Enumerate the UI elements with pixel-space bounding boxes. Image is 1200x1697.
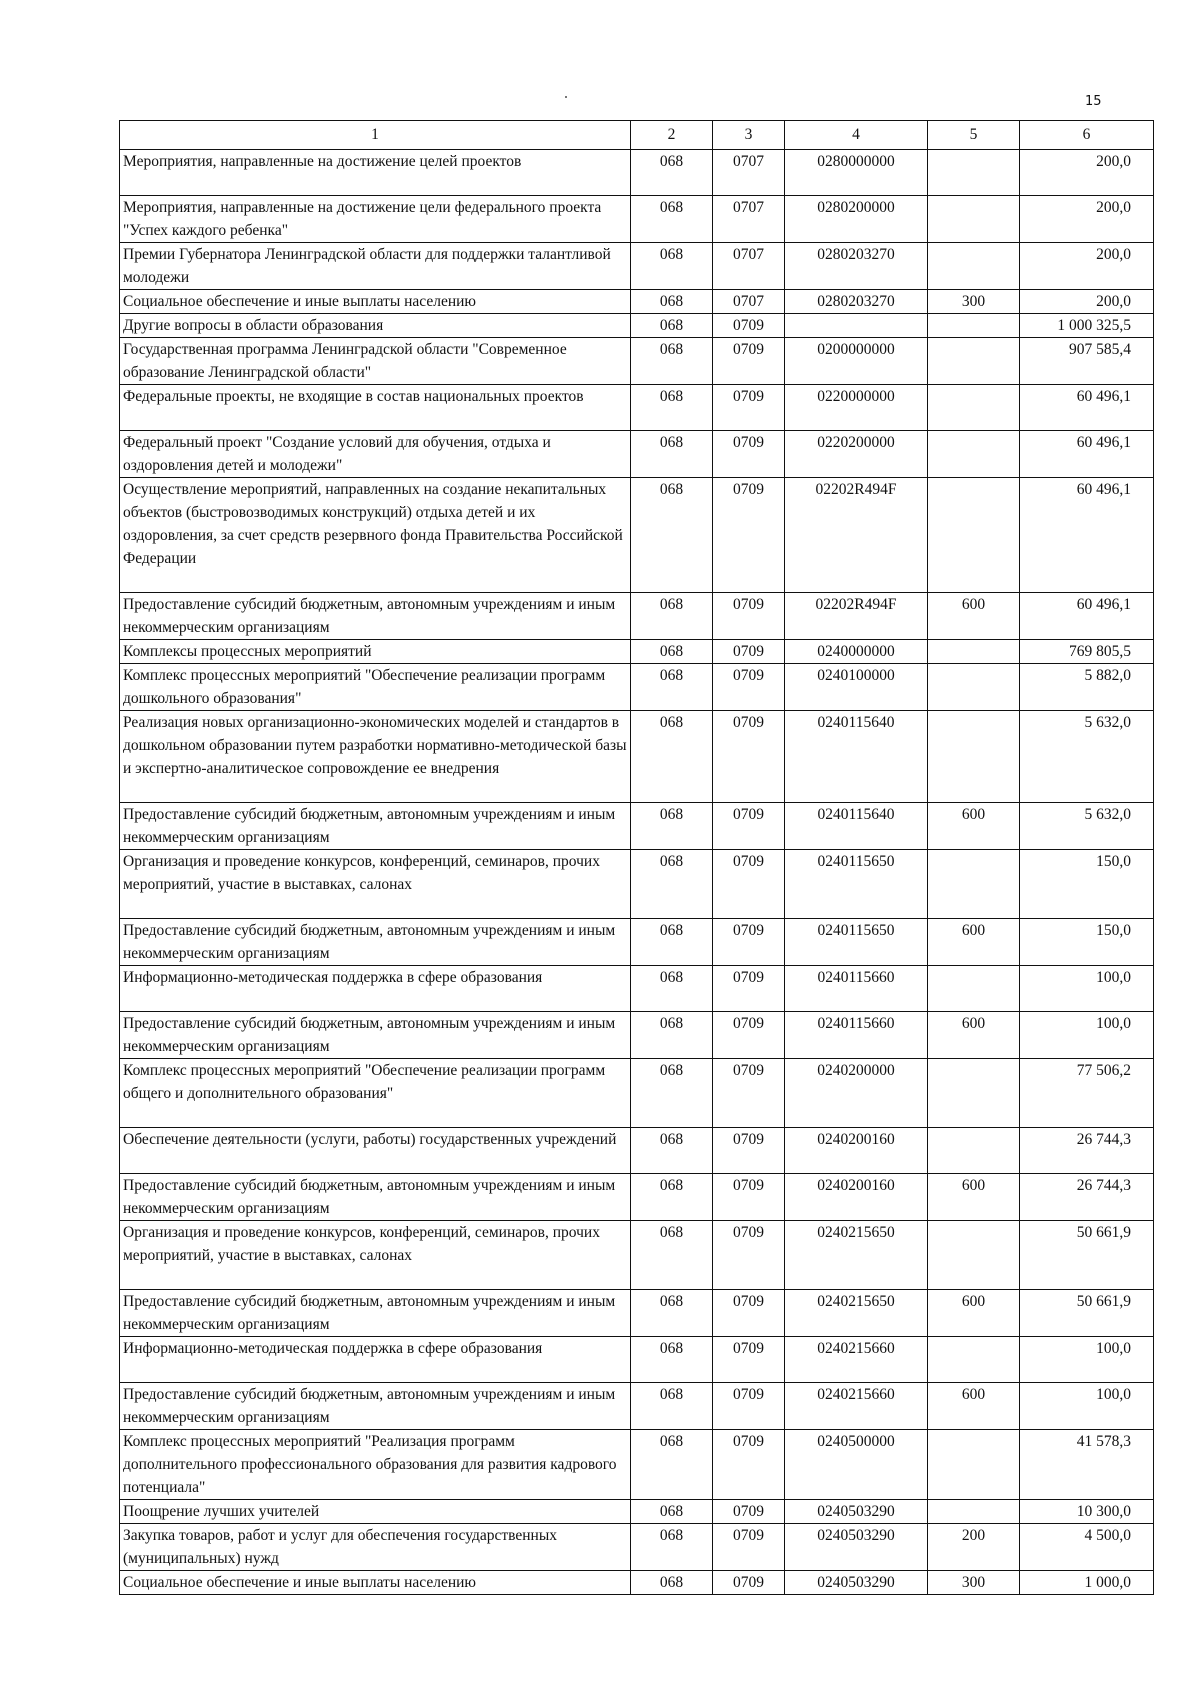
table-row xyxy=(120,1221,1154,1290)
row-expense-type-cell xyxy=(928,338,1020,385)
row-name-cell: Комплекс процессных мероприятий "Обеспечение реализации программ общего и дополнительного образования" xyxy=(120,1059,631,1128)
row-ministry-code-cell: 068 xyxy=(631,1012,713,1059)
row-section-code-cell: 0709 xyxy=(713,338,785,385)
row-target-article-cell: 0200000000 xyxy=(785,338,928,385)
row-ministry-code-cell: 068 xyxy=(631,919,713,966)
row-amount-cell: 50 661,9 xyxy=(1020,1290,1154,1337)
header-row xyxy=(120,121,1154,150)
table-row xyxy=(120,664,1154,711)
row-expense-type-cell: 300 xyxy=(928,1571,1020,1595)
row-amount-cell: 150,0 xyxy=(1020,919,1154,966)
row-target-article-cell: 0240503290 xyxy=(785,1524,928,1571)
row-amount-cell: 26 744,3 xyxy=(1020,1128,1154,1174)
row-target-article-cell: 0280203270 xyxy=(785,290,928,314)
row-expense-type-cell xyxy=(928,1430,1020,1500)
header-cell-5: 5 xyxy=(928,121,1020,150)
row-ministry-code-cell: 068 xyxy=(631,1290,713,1337)
row-name-cell: Предоставление субсидий бюджетным, автономным учреждениям и иным некоммерческим организациям xyxy=(120,919,631,966)
row-target-article-cell: 0220200000 xyxy=(785,431,928,478)
row-ministry-code-cell: 068 xyxy=(631,338,713,385)
scan-speck xyxy=(565,96,567,98)
row-name-cell: Информационно-методическая поддержка в сфере образования xyxy=(120,966,631,1012)
table-row xyxy=(120,803,1154,850)
row-expense-type-cell xyxy=(928,431,1020,478)
row-ministry-code-cell: 068 xyxy=(631,385,713,431)
row-expense-type-cell xyxy=(928,243,1020,290)
row-expense-type-cell xyxy=(928,1059,1020,1128)
row-expense-type-cell xyxy=(928,1128,1020,1174)
row-ministry-code-cell: 068 xyxy=(631,966,713,1012)
row-expense-type-cell xyxy=(928,385,1020,431)
row-amount-cell: 60 496,1 xyxy=(1020,593,1154,640)
row-name-cell: Комплекс процессных мероприятий "Реализация программ дополнительного профессионального образования для развития кадрового потенциала" xyxy=(120,1430,631,1500)
row-expense-type-cell xyxy=(928,850,1020,919)
table-row xyxy=(120,919,1154,966)
row-target-article-cell: 0240503290 xyxy=(785,1571,928,1595)
row-amount-cell: 200,0 xyxy=(1020,150,1154,196)
row-section-code-cell: 0707 xyxy=(713,243,785,290)
row-target-article-cell: 0240000000 xyxy=(785,640,928,664)
row-target-article-cell: 0220000000 xyxy=(785,385,928,431)
row-expense-type-cell xyxy=(928,478,1020,593)
row-section-code-cell: 0709 xyxy=(713,1221,785,1290)
row-section-code-cell: 0709 xyxy=(713,1174,785,1221)
row-name-cell: Поощрение лучших учителей xyxy=(120,1500,631,1524)
table-row xyxy=(120,711,1154,803)
row-section-code-cell: 0709 xyxy=(713,1290,785,1337)
row-section-code-cell: 0709 xyxy=(713,711,785,803)
row-amount-cell: 200,0 xyxy=(1020,290,1154,314)
row-ministry-code-cell: 068 xyxy=(631,290,713,314)
row-expense-type-cell: 200 xyxy=(928,1524,1020,1571)
row-ministry-code-cell: 068 xyxy=(631,478,713,593)
row-name-cell: Предоставление субсидий бюджетным, автономным учреждениям и иным некоммерческим организациям xyxy=(120,803,631,850)
row-ministry-code-cell: 068 xyxy=(631,711,713,803)
row-amount-cell: 100,0 xyxy=(1020,1012,1154,1059)
row-amount-cell: 100,0 xyxy=(1020,966,1154,1012)
row-name-cell: Предоставление субсидий бюджетным, автономным учреждениям и иным некоммерческим организациям xyxy=(120,1174,631,1221)
row-name-cell: Предоставление субсидий бюджетным, автономным учреждениям и иным некоммерческим организациям xyxy=(120,593,631,640)
row-expense-type-cell xyxy=(928,196,1020,243)
row-section-code-cell: 0709 xyxy=(713,850,785,919)
header-cell-1: 1 xyxy=(120,121,631,150)
header-cell-3: 3 xyxy=(713,121,785,150)
row-expense-type-cell: 600 xyxy=(928,1174,1020,1221)
row-amount-cell: 60 496,1 xyxy=(1020,478,1154,593)
table-row xyxy=(120,338,1154,385)
row-name-cell: Мероприятия, направленные на достижение целей проектов xyxy=(120,150,631,196)
row-name-cell: Организация и проведение конкурсов, конференций, семинаров, прочих мероприятий, участие в выставках, салонах xyxy=(120,1221,631,1290)
row-section-code-cell: 0709 xyxy=(713,314,785,338)
row-target-article-cell: 0240115640 xyxy=(785,711,928,803)
row-section-code-cell: 0709 xyxy=(713,966,785,1012)
row-name-cell: Предоставление субсидий бюджетным, автономным учреждениям и иным некоммерческим организациям xyxy=(120,1383,631,1430)
row-target-article-cell: 0280200000 xyxy=(785,196,928,243)
row-expense-type-cell xyxy=(928,1500,1020,1524)
row-name-cell: Социальное обеспечение и иные выплаты населению xyxy=(120,290,631,314)
row-ministry-code-cell: 068 xyxy=(631,1500,713,1524)
table-row xyxy=(120,243,1154,290)
row-section-code-cell: 0709 xyxy=(713,919,785,966)
table-row xyxy=(120,196,1154,243)
row-section-code-cell: 0709 xyxy=(713,1059,785,1128)
row-target-article-cell: 0240100000 xyxy=(785,664,928,711)
row-expense-type-cell: 600 xyxy=(928,1383,1020,1430)
table-row xyxy=(120,1500,1154,1524)
row-ministry-code-cell: 068 xyxy=(631,1337,713,1383)
row-name-cell: Обеспечение деятельности (услуги, работы) государственных учреждений xyxy=(120,1128,631,1174)
row-section-code-cell: 0709 xyxy=(713,1383,785,1430)
row-ministry-code-cell: 068 xyxy=(631,150,713,196)
row-target-article-cell xyxy=(785,314,928,338)
row-amount-cell: 26 744,3 xyxy=(1020,1174,1154,1221)
table-row xyxy=(120,1383,1154,1430)
row-section-code-cell: 0707 xyxy=(713,150,785,196)
row-section-code-cell: 0709 xyxy=(713,1430,785,1500)
row-amount-cell: 10 300,0 xyxy=(1020,1500,1154,1524)
row-expense-type-cell xyxy=(928,640,1020,664)
table-row xyxy=(120,150,1154,196)
table-body xyxy=(120,150,1154,1595)
row-ministry-code-cell: 068 xyxy=(631,593,713,640)
table-row xyxy=(120,385,1154,431)
table-row xyxy=(120,850,1154,919)
row-amount-cell: 200,0 xyxy=(1020,243,1154,290)
row-expense-type-cell xyxy=(928,314,1020,338)
table-row xyxy=(120,290,1154,314)
row-expense-type-cell xyxy=(928,664,1020,711)
table-row xyxy=(120,1012,1154,1059)
row-target-article-cell: 0280000000 xyxy=(785,150,928,196)
table-row xyxy=(120,1337,1154,1383)
row-amount-cell: 60 496,1 xyxy=(1020,385,1154,431)
row-ministry-code-cell: 068 xyxy=(631,196,713,243)
row-amount-cell: 5 632,0 xyxy=(1020,803,1154,850)
row-section-code-cell: 0709 xyxy=(713,478,785,593)
row-target-article-cell: 0240215660 xyxy=(785,1383,928,1430)
row-section-code-cell: 0709 xyxy=(713,803,785,850)
row-section-code-cell: 0707 xyxy=(713,290,785,314)
row-name-cell: Комплексы процессных мероприятий xyxy=(120,640,631,664)
row-amount-cell: 200,0 xyxy=(1020,196,1154,243)
row-ministry-code-cell: 068 xyxy=(631,850,713,919)
row-expense-type-cell xyxy=(928,150,1020,196)
row-section-code-cell: 0709 xyxy=(713,1500,785,1524)
row-target-article-cell: 0240200160 xyxy=(785,1174,928,1221)
header-cell-4: 4 xyxy=(785,121,928,150)
table-row xyxy=(120,1430,1154,1500)
row-target-article-cell: 0240215650 xyxy=(785,1290,928,1337)
table-row xyxy=(120,478,1154,593)
row-name-cell: Премии Губернатора Ленинградской области для поддержки талантливой молодежи xyxy=(120,243,631,290)
row-name-cell: Реализация новых организационно-экономических моделей и стандартов в дошкольном образовании путем разработки нормативно-методической базы и экспертно-аналитическое сопровождение ее внедрения xyxy=(120,711,631,803)
budget-table xyxy=(119,120,1154,1595)
row-section-code-cell: 0707 xyxy=(713,196,785,243)
row-amount-cell: 100,0 xyxy=(1020,1337,1154,1383)
row-section-code-cell: 0709 xyxy=(713,385,785,431)
row-expense-type-cell xyxy=(928,1337,1020,1383)
row-ministry-code-cell: 068 xyxy=(631,1430,713,1500)
table-row xyxy=(120,640,1154,664)
row-ministry-code-cell: 068 xyxy=(631,243,713,290)
row-section-code-cell: 0709 xyxy=(713,1128,785,1174)
row-ministry-code-cell: 068 xyxy=(631,1059,713,1128)
row-section-code-cell: 0709 xyxy=(713,431,785,478)
table-row xyxy=(120,1059,1154,1128)
row-target-article-cell: 0240215650 xyxy=(785,1221,928,1290)
row-amount-cell: 4 500,0 xyxy=(1020,1524,1154,1571)
row-target-article-cell: 0240115650 xyxy=(785,850,928,919)
row-target-article-cell: 0240115660 xyxy=(785,1012,928,1059)
row-target-article-cell: 0240115650 xyxy=(785,919,928,966)
row-expense-type-cell: 300 xyxy=(928,290,1020,314)
row-name-cell: Организация и проведение конкурсов, конференций, семинаров, прочих мероприятий, участие в выставках, салонах xyxy=(120,850,631,919)
row-amount-cell: 100,0 xyxy=(1020,1383,1154,1430)
row-ministry-code-cell: 068 xyxy=(631,1571,713,1595)
row-target-article-cell: 0240200160 xyxy=(785,1128,928,1174)
row-expense-type-cell xyxy=(928,711,1020,803)
row-section-code-cell: 0709 xyxy=(713,1337,785,1383)
row-amount-cell: 50 661,9 xyxy=(1020,1221,1154,1290)
header-cell-2: 2 xyxy=(631,121,713,150)
row-expense-type-cell: 600 xyxy=(928,1012,1020,1059)
row-target-article-cell: 0240215660 xyxy=(785,1337,928,1383)
table-row xyxy=(120,1174,1154,1221)
row-name-cell: Государственная программа Ленинградской области "Современное образование Ленинградской области" xyxy=(120,338,631,385)
table-row xyxy=(120,1524,1154,1571)
row-amount-cell: 5 882,0 xyxy=(1020,664,1154,711)
table-row xyxy=(120,314,1154,338)
row-name-cell: Социальное обеспечение и иные выплаты населению xyxy=(120,1571,631,1595)
row-amount-cell: 1 000 325,5 xyxy=(1020,314,1154,338)
row-ministry-code-cell: 068 xyxy=(631,1383,713,1430)
table-row xyxy=(120,1571,1154,1595)
row-expense-type-cell xyxy=(928,966,1020,1012)
table-row xyxy=(120,1128,1154,1174)
row-section-code-cell: 0709 xyxy=(713,593,785,640)
header-cell-6: 6 xyxy=(1020,121,1154,150)
row-expense-type-cell xyxy=(928,1221,1020,1290)
row-amount-cell: 5 632,0 xyxy=(1020,711,1154,803)
table-row xyxy=(120,1290,1154,1337)
row-section-code-cell: 0709 xyxy=(713,1571,785,1595)
row-section-code-cell: 0709 xyxy=(713,1012,785,1059)
table-row xyxy=(120,431,1154,478)
row-amount-cell: 77 506,2 xyxy=(1020,1059,1154,1128)
row-ministry-code-cell: 068 xyxy=(631,431,713,478)
row-section-code-cell: 0709 xyxy=(713,664,785,711)
row-ministry-code-cell: 068 xyxy=(631,1174,713,1221)
row-target-article-cell: 0240503290 xyxy=(785,1500,928,1524)
row-expense-type-cell: 600 xyxy=(928,919,1020,966)
row-amount-cell: 907 585,4 xyxy=(1020,338,1154,385)
row-target-article-cell: 0240115660 xyxy=(785,966,928,1012)
row-name-cell: Комплекс процессных мероприятий "Обеспечение реализации программ дошкольного образования" xyxy=(120,664,631,711)
row-expense-type-cell: 600 xyxy=(928,593,1020,640)
row-name-cell: Предоставление субсидий бюджетным, автономным учреждениям и иным некоммерческим организациям xyxy=(120,1012,631,1059)
row-name-cell: Осуществление мероприятий, направленных на создание некапитальных объектов (быстровозводимых конструкций) отдыха детей и их оздоровления, за счет средств резервного фонда Правительства Российской Федерации xyxy=(120,478,631,593)
table-row xyxy=(120,966,1154,1012)
row-ministry-code-cell: 068 xyxy=(631,314,713,338)
row-amount-cell: 41 578,3 xyxy=(1020,1430,1154,1500)
row-ministry-code-cell: 068 xyxy=(631,664,713,711)
row-amount-cell: 60 496,1 xyxy=(1020,431,1154,478)
row-target-article-cell: 0240500000 xyxy=(785,1430,928,1500)
row-name-cell: Информационно-методическая поддержка в сфере образования xyxy=(120,1337,631,1383)
row-name-cell: Федеральные проекты, не входящие в состав национальных проектов xyxy=(120,385,631,431)
row-amount-cell: 769 805,5 xyxy=(1020,640,1154,664)
row-name-cell: Предоставление субсидий бюджетным, автономным учреждениям и иным некоммерческим организациям xyxy=(120,1290,631,1337)
row-section-code-cell: 0709 xyxy=(713,1524,785,1571)
row-target-article-cell: 0280203270 xyxy=(785,243,928,290)
row-name-cell: Мероприятия, направленные на достижение цели федерального проекта "Успех каждого ребенка" xyxy=(120,196,631,243)
page-number: 15 xyxy=(1085,94,1102,109)
row-ministry-code-cell: 068 xyxy=(631,1524,713,1571)
table-row xyxy=(120,593,1154,640)
row-name-cell: Другие вопросы в области образования xyxy=(120,314,631,338)
row-ministry-code-cell: 068 xyxy=(631,1221,713,1290)
row-expense-type-cell: 600 xyxy=(928,803,1020,850)
row-name-cell: Федеральный проект "Создание условий для обучения, отдыха и оздоровления детей и молодежи" xyxy=(120,431,631,478)
row-section-code-cell: 0709 xyxy=(713,640,785,664)
row-ministry-code-cell: 068 xyxy=(631,803,713,850)
row-expense-type-cell: 600 xyxy=(928,1290,1020,1337)
row-target-article-cell: 02202R494F xyxy=(785,478,928,593)
row-ministry-code-cell: 068 xyxy=(631,640,713,664)
row-target-article-cell: 0240115640 xyxy=(785,803,928,850)
row-ministry-code-cell: 068 xyxy=(631,1128,713,1174)
row-target-article-cell: 02202R494F xyxy=(785,593,928,640)
row-amount-cell: 150,0 xyxy=(1020,850,1154,919)
row-name-cell: Закупка товаров, работ и услуг для обеспечения государственных (муниципальных) нужд xyxy=(120,1524,631,1571)
row-target-article-cell: 0240200000 xyxy=(785,1059,928,1128)
row-amount-cell: 1 000,0 xyxy=(1020,1571,1154,1595)
